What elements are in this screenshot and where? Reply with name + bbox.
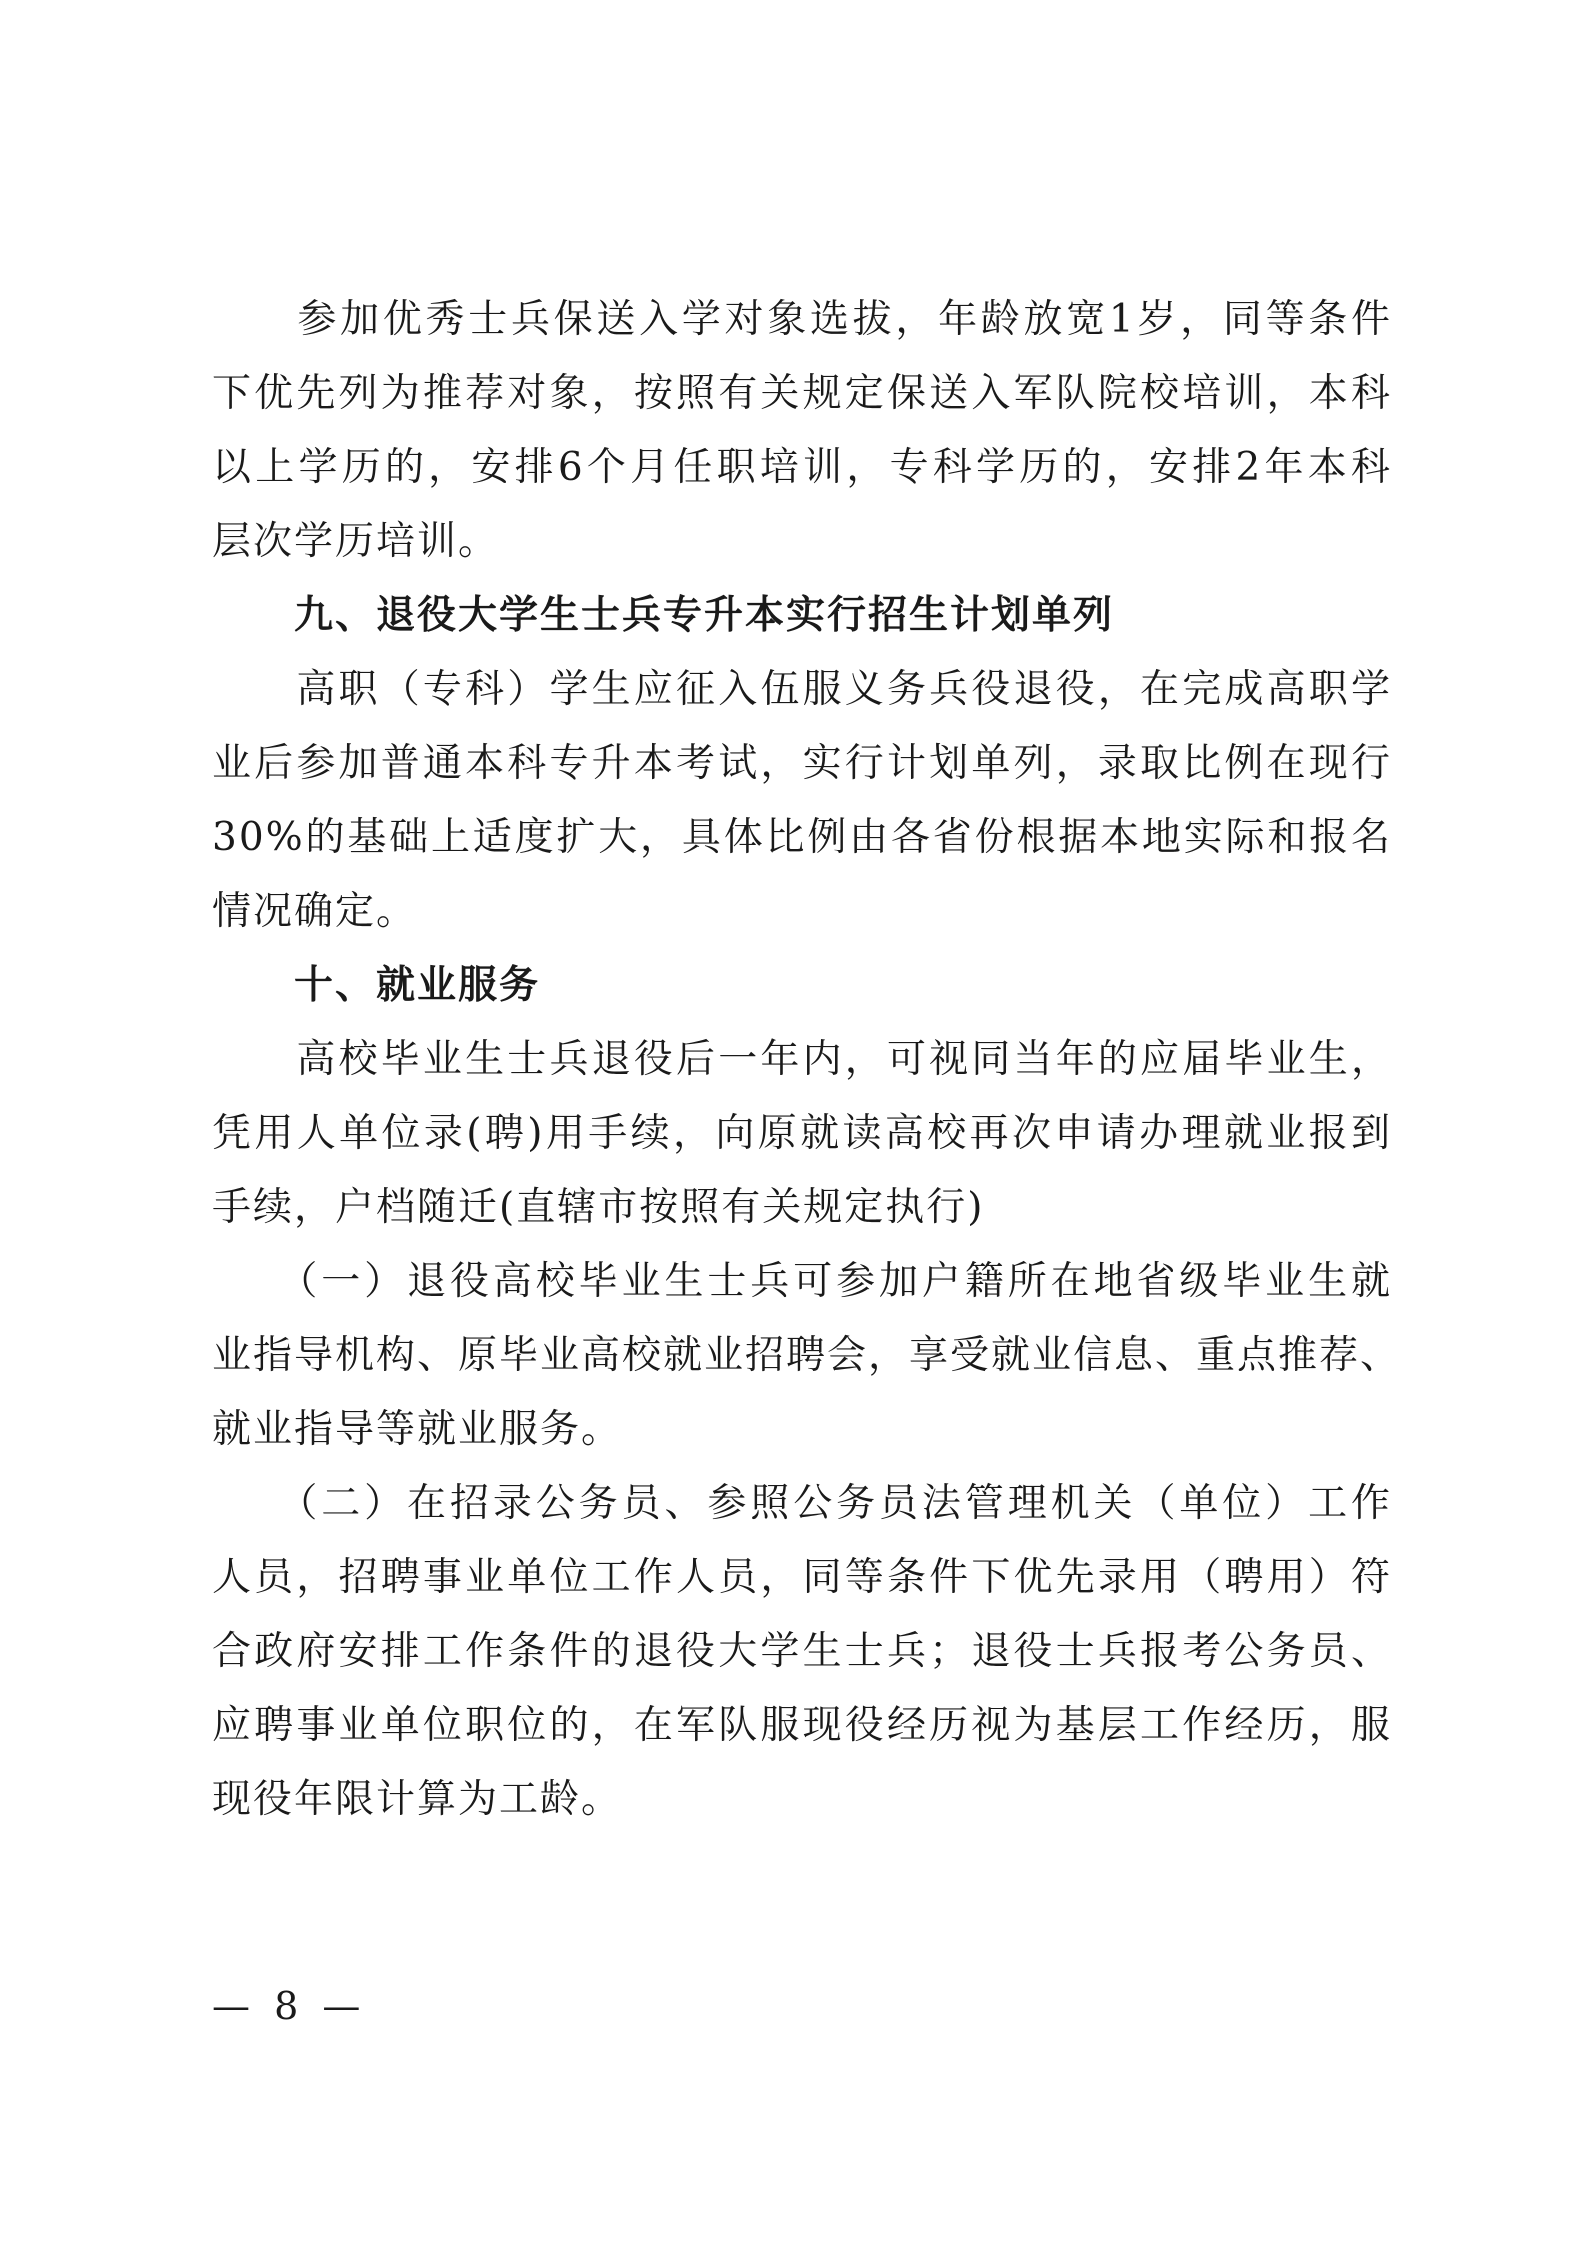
text-line: （二）在招录公务员、参照公务员法管理机关（单位）工作 [212,1481,1392,1526]
section-heading-9: 九、退役大学生士兵专升本实行招生计划单列 [212,593,1115,638]
text-line: 合政府安排工作条件的退役大学生士兵；退役士兵报考公务员、 [212,1629,1392,1674]
text-line: （一）退役高校毕业生士兵可参加户籍所在地省级毕业生就 [212,1259,1392,1304]
text-line: 业后参加普通本科专升本考试，实行计划单列，录取比例在现行 [212,741,1392,786]
text-line: 高职（专科）学生应征入伍服义务兵役退役，在完成高职学 [212,667,1392,712]
text-line: 就业指导等就业服务。 [212,1407,623,1452]
text-line: 30%的基础上适度扩大，具体比例由各省份根据本地实际和报名 [212,815,1392,860]
text-line: 下优先列为推荐对象，按照有关规定保送入军队院校培训，本科 [212,371,1392,416]
text-line: 情况确定。 [212,889,418,934]
text-line: 凭用人单位录(聘)用手续，向原就读高校再次申请办理就业报到 [212,1111,1392,1156]
text-line: 手续，户档随迁(直辖市按照有关规定执行) [212,1185,985,1230]
text-line: 高校毕业生士兵退役后一年内，可视同当年的应届毕业生， [212,1037,1392,1082]
text-line: 应聘事业单位职位的，在军队服现役经历视为基层工作经历，服 [212,1703,1392,1748]
text-line: 层次学历培训。 [212,519,500,564]
text-line: 人员，招聘事业单位工作人员，同等条件下优先录用（聘用）符 [212,1555,1392,1600]
text-line: 现役年限计算为工龄。 [212,1777,623,1822]
text-line: 业指导机构、原毕业高校就业招聘会，享受就业信息、重点推荐、 [212,1333,1402,1378]
text-line: 以上学历的，安排6个月任职培训，专科学历的，安排2年本科 [212,445,1392,490]
page-number: — 8 — [212,1984,367,2028]
section-heading-10: 十、就业服务 [212,963,541,1008]
text-line: 参加优秀士兵保送入学对象选拔，年龄放宽1岁，同等条件 [212,297,1392,342]
